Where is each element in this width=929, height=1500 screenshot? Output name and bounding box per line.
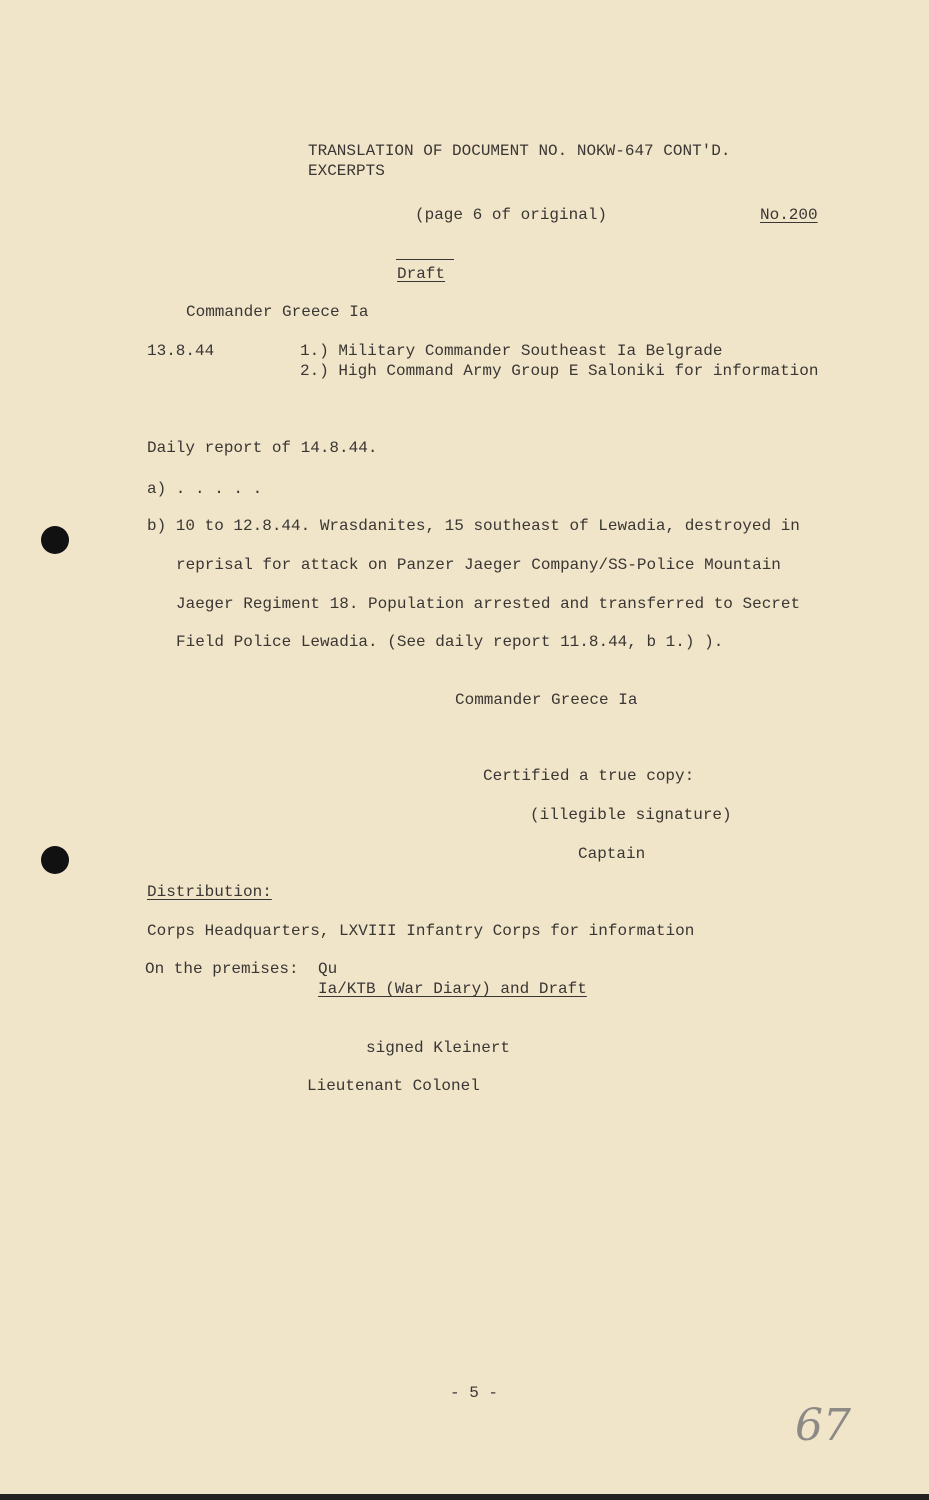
distribution-label: Distribution:: [147, 883, 272, 901]
handwritten-number: 67: [795, 1400, 851, 1451]
page-number: - 5 -: [450, 1384, 499, 1402]
distribution-line: Corps Headquarters, LXVIII Infantry Corps for information: [147, 922, 695, 940]
item-b-line: reprisal for attack on Panzer Jaeger Company/SS-Police Mountain: [176, 556, 781, 574]
draft-label: Draft: [397, 265, 446, 283]
draft-overline: [396, 259, 454, 260]
certification-rank: Captain: [578, 845, 646, 863]
punch-hole: [41, 846, 69, 874]
report-title: Daily report of 14.8.44.: [147, 439, 378, 457]
page-reference: (page 6 of original): [415, 206, 608, 224]
date: 13.8.44: [147, 342, 215, 360]
document-subtitle: EXCERPTS: [308, 162, 385, 180]
item-b-line: b) 10 to 12.8.44. Wrasdanites, 15 southeast of Lewadia, destroyed in: [147, 517, 800, 535]
recipient: 2.) High Command Army Group E Saloniki for information: [300, 362, 819, 380]
premises-label: On the premises:: [145, 960, 299, 978]
item-b-line: Field Police Lewadia. (See daily report 11.8.44, b 1.) ).: [176, 633, 724, 651]
signed-by: signed Kleinert: [366, 1039, 511, 1057]
certification-line: Certified a true copy:: [483, 767, 695, 785]
premises-item: Qu: [318, 960, 338, 978]
sender: Commander Greece Ia: [186, 303, 369, 321]
item-a: a) . . . . .: [147, 480, 263, 498]
item-b-line: Jaeger Regiment 18. Population arrested and transferred to Secret: [176, 595, 801, 613]
premises-item: Ia/KTB (War Diary) and Draft: [318, 980, 587, 998]
bottom-edge: [0, 1494, 929, 1500]
recipient: 1.) Military Commander Southeast Ia Belgrade: [300, 342, 723, 360]
signature-block: Commander Greece Ia: [455, 691, 638, 709]
punch-hole: [41, 526, 69, 554]
certification-signature: (illegible signature): [530, 806, 732, 824]
signer-rank: Lieutenant Colonel: [307, 1077, 480, 1095]
document-title: TRANSLATION OF DOCUMENT NO. NOKW-647 CONT'D.: [308, 142, 731, 160]
document-number: No.200: [760, 206, 818, 224]
